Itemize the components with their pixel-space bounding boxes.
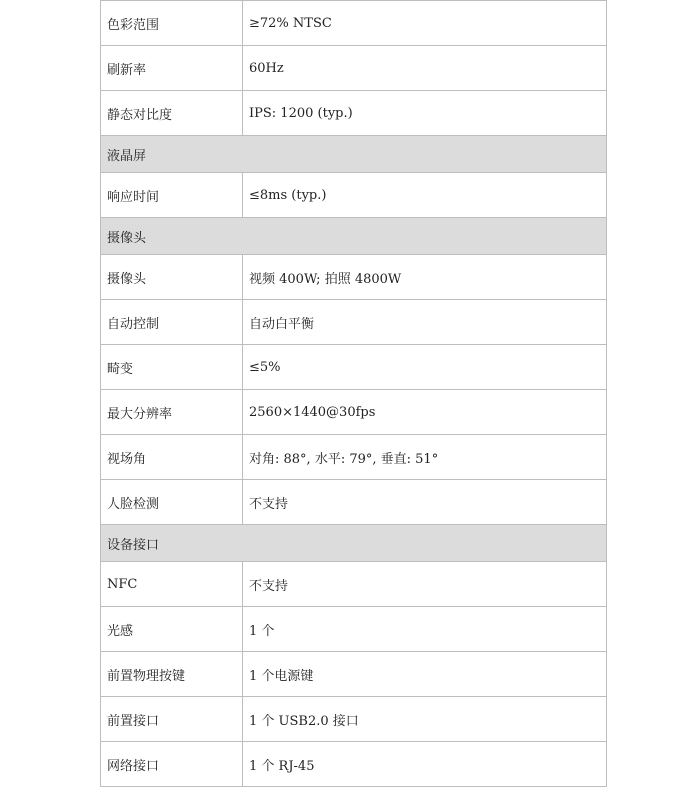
spec-label: 最大分辨率 <box>101 390 243 435</box>
spec-value: IPS: 1200 (typ.) <box>243 91 607 136</box>
spec-row-nfc <box>101 562 607 607</box>
spec-value: 2560×1440@30fps <box>243 390 607 435</box>
spec-value: 视频 400W; 拍照 4800W <box>243 255 607 300</box>
spec-label: 摄像头 <box>101 255 243 300</box>
spec-value: 60Hz <box>243 46 607 91</box>
spec-value: 1 个 RJ-45 <box>243 742 607 787</box>
spec-label: 响应时间 <box>101 173 243 218</box>
spec-value: ≤5% <box>243 345 607 390</box>
spec-value: ≥72% NTSC <box>243 1 607 46</box>
spec-row-static-contrast <box>101 91 607 136</box>
spec-value: 不支持 <box>243 562 607 607</box>
spec-row-face-detection <box>101 480 607 525</box>
spec-label: 前置接口 <box>101 697 243 742</box>
spec-row-distortion <box>101 345 607 390</box>
spec-value: 1 个电源键 <box>243 652 607 697</box>
spec-label: 静态对比度 <box>101 91 243 136</box>
spec-row-light-sensor <box>101 607 607 652</box>
spec-label: 自动控制 <box>101 300 243 345</box>
spec-value: 1 个 <box>243 607 607 652</box>
spec-value: 1 个 USB2.0 接口 <box>243 697 607 742</box>
spec-label: 畸变 <box>101 345 243 390</box>
spec-table <box>100 0 607 787</box>
section-header-device-ports <box>101 525 607 562</box>
spec-row-camera <box>101 255 607 300</box>
section-header-lcd <box>101 136 607 173</box>
spec-row-front-buttons <box>101 652 607 697</box>
spec-row-response-time <box>101 173 607 218</box>
spec-label: 色彩范围 <box>101 1 243 46</box>
spec-label: 视场角 <box>101 435 243 480</box>
spec-row-color-gamut <box>101 1 607 46</box>
spec-label: 人脸检测 <box>101 480 243 525</box>
spec-value: ≤8ms (typ.) <box>243 173 607 218</box>
spec-value: 自动白平衡 <box>243 300 607 345</box>
spec-row-refresh-rate <box>101 46 607 91</box>
spec-row-auto-control <box>101 300 607 345</box>
section-header-camera <box>101 218 607 255</box>
spec-label: 刷新率 <box>101 46 243 91</box>
spec-value: 对角: 88°, 水平: 79°, 垂直: 51° <box>243 435 607 480</box>
spec-label: NFC <box>101 562 243 607</box>
section-title: 设备接口 <box>101 525 607 562</box>
section-title: 摄像头 <box>101 218 607 255</box>
spec-row-network-port <box>101 742 607 787</box>
spec-row-front-ports <box>101 697 607 742</box>
spec-label: 光感 <box>101 607 243 652</box>
spec-label: 网络接口 <box>101 742 243 787</box>
section-title: 液晶屏 <box>101 136 607 173</box>
spec-label: 前置物理按键 <box>101 652 243 697</box>
spec-row-field-of-view <box>101 435 607 480</box>
spec-value: 不支持 <box>243 480 607 525</box>
spec-row-max-resolution <box>101 390 607 435</box>
